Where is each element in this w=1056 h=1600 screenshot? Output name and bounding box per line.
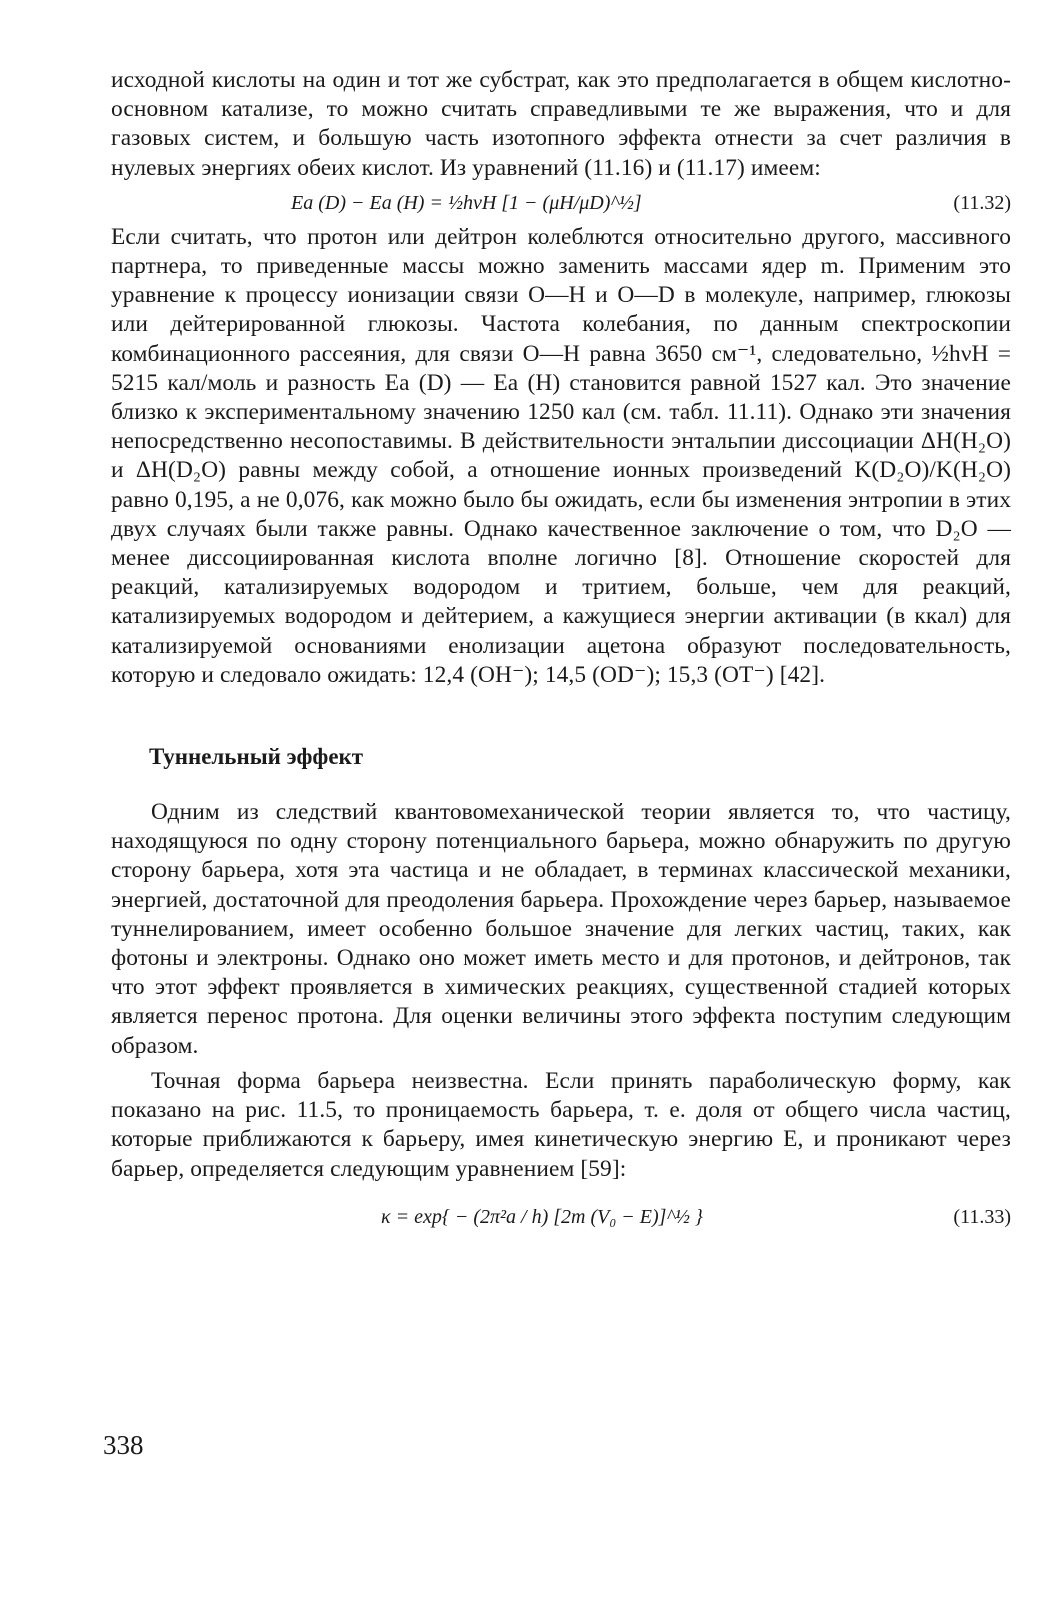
equation-11-32-number: (11.32) [953, 191, 1011, 214]
paragraph-3: Одним из следствий квантовомеханической теории является то, что частицу, находящуюся по одну сторону потенциального барьера, можно обнаружить по другую сторону барьера, хотя эта частица и не обладает, в терминах классической механики, энергией, достаточной для преодоления барьера. Прохождение через барьер, называемое туннелированием, имеет особенно большое значение для легких частиц, таких, как фотоны и электроны. Однако оно может иметь место и для протонов, и дейтронов, так что этот эффект проявляется в химических реакциях, существенной стадией которых является перенос протона. Для оценки величины этого эффекта поступим следующим образом. [111, 799, 1011, 1059]
text-column [111, 66, 1011, 1244]
paragraph-4: Точная форма барьера неизвестна. Если принять параболическую форму, как показано на рис. 11.5, то проницаемость барьера, т. е. доля от общего числа частиц, которые приближаются к барьеру, имея кинетическую энергию E, и проникают через барьер, определяется следующим уравнением [59]: [111, 1067, 1011, 1182]
equation-11-32-formula: Ea (D) − Ea (H) = ½hνH [1 − (μH/μD)^½] [291, 191, 642, 214]
paragraph-1: исходной кислоты на один и тот же субстрат, как это предполагается в общем кислотно-основном катализе, то можно считать справедливыми те же выражения, что и для газовых систем, и большую часть изотопного эффекта отнести за счет различия в нулевых энергиях обеих кислот. Из уравнений (11.16) и (11.17) имеем: [111, 67, 1011, 181]
section-heading: Туннельный эффект [149, 744, 364, 770]
page-number: 338 [103, 1430, 144, 1460]
equation-11-33 [111, 1190, 1011, 1244]
equation-11-33-number: (11.33) [953, 1205, 1011, 1228]
paragraph-2: Если считать, что протон или дейтрон колеблются относительно другого, массивного партнера, то приведенные массы можно заменить массами ядер m. Применим это уравнение к процессу ионизации связи O—H и O—D в молекуле, например, глюкозы или дейтерированной глюкозы. Частота колебания, по данным спектроскопии комбинационного рассеяния, для связи O—H равна 3650 см⁻¹, следовательно, ½hνH = 5215 кал/моль и разность Ea (D) — Ea (H) становится равной 1527 кал. Это значение близко к экспериментальному значению 1250 кал (см. табл. 11.11). Однако эти значения непосредственно несопоставимы. В действительности энтальпии диссоциации ΔH(H₂O) и ΔH(D₂O) равны между собой, а отношение ионных произведений K(D₂O)/K(H₂O) равно 0,195, а не 0,076, как можно было бы ожидать, если бы изменения энтропии в этих двух случаях были также равны. Однако качественное заключение о том, что D₂O — менее диссоциированная кислота вполне логично [8]. Отношение скоростей для реакций, катализируемых водородом и тритием, больше, чем для реакций, катализируемых водородом и дейтерием, а кажущиеся энергии активации (в ккал) для катализируемой основаниями енолизации ацетона образуют последовательность, которую и следовало ожидать: 12,4 (OH⁻); 14,5 (OD⁻); 15,3 (OT⁻) [42]. [111, 223, 1011, 688]
equation-11-32 [111, 183, 1011, 223]
equation-11-33-formula: κ = exp{ − (2π²a / h) [2m (V₀ − E)]^½ } [381, 1205, 703, 1228]
